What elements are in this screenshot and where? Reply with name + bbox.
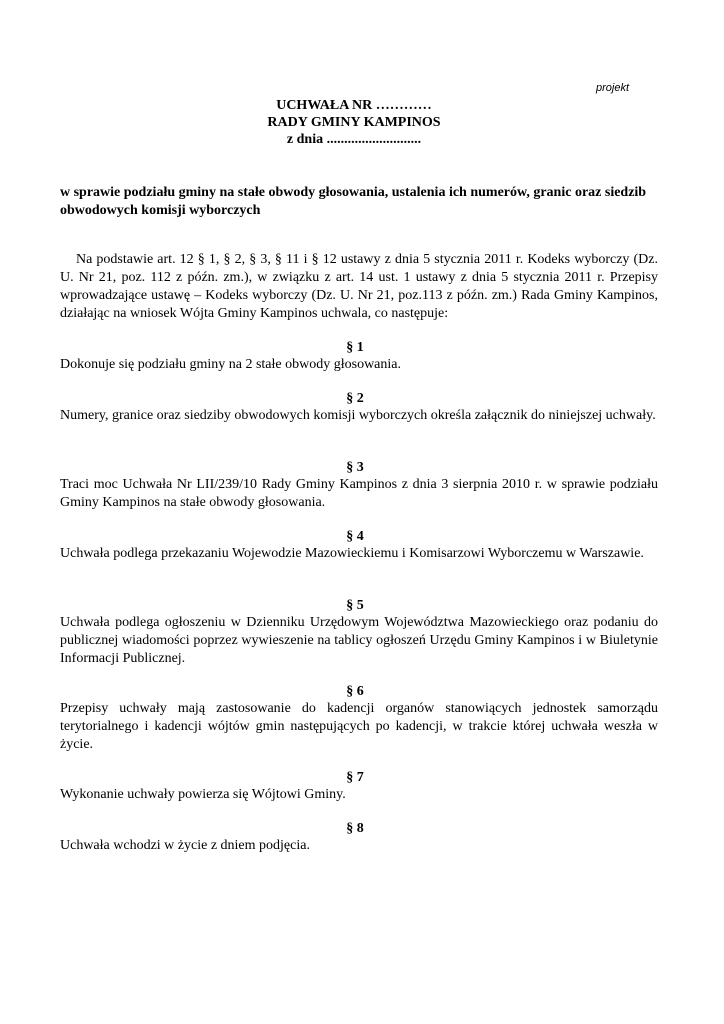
section-5-text: Uchwała podlega ogłoszeniu w Dzienniku Urzędowym Województwa Mazowieckiego oraz podaniu do publicznej wiadomości poprzez wywieszenie na tablicy ogłoszeń Urzędu Gminy Kampinos i w Biuletynie Informacji Publicznej.: [60, 615, 658, 666]
section-3-text: Traci moc Uchwała Nr LII/239/10 Rady Gminy Kampinos z dnia 3 sierpnia 2010 r. w sprawie podziału Gminy Kampinos na stałe obwody głosowania.: [60, 477, 658, 510]
section-1-heading: § 1: [346, 340, 364, 355]
draft-label: projekt: [596, 82, 630, 94]
section-7-heading: § 7: [346, 770, 364, 785]
section-2-text: Numery, granice oraz siedziby obwodowych komisji wyborczych określa załącznik do niniejszej uchwały.: [60, 408, 656, 423]
resolution-subject: w sprawie podziału gminy na stałe obwody głosowania, ustalenia ich numerów, granic oraz siedzib obwodowych komisji wyborczych: [60, 185, 647, 218]
section-6-text: Przepisy uchwały mają zastosowanie do kadencji organów stanowiących jednostek samorządu terytorialnego i kadencji wójtów gmin następujących po kadencji, w trakcie której uchwała weszła w życie.: [60, 701, 658, 752]
section-4-text: Uchwała podlega przekazaniu Wojewodzie Mazowieckiemu i Komisarzowi Wyborczemu w Warszawie.: [60, 546, 644, 561]
section-8-text: Uchwała wchodzi w życie z dniem podjęcia.: [60, 838, 310, 853]
section-2-heading: § 2: [346, 391, 364, 406]
resolution-number: UCHWAŁA NR …………: [276, 98, 432, 113]
section-7-text: Wykonanie uchwały powierza się Wójtowi Gminy.: [60, 787, 346, 802]
section-1-text: Dokonuje się podziału gminy na 2 stałe obwody głosowania.: [60, 357, 401, 372]
preamble: Na podstawie art. 12 § 1, § 2, § 3, § 11 i § 12 ustawy z dnia 5 stycznia 2011 r. Kodeks wyborczy (Dz. U. Nr 21, poz. 112 z późn. zm.), w związku z art. 14 ust. 1 ustawy z dnia 5 stycznia 2011 r. Przepisy wprowadzające ustawę – Kodeks wyborczy (Dz. U. Nr 21, poz.113 z późn. zm.) Rada Gminy Kampinos, działając na wniosek Wójta Gminy Kampinos uchwala, co następuje:: [60, 252, 658, 321]
section-8-heading: § 8: [346, 821, 364, 836]
section-6-heading: § 6: [346, 684, 364, 699]
resolution-date: z dnia ...........................: [286, 132, 422, 147]
section-3-heading: § 3: [346, 460, 364, 475]
section-5-heading: § 5: [346, 598, 364, 613]
section-4-heading: § 4: [346, 529, 364, 544]
council-name: RADY GMINY KAMPINOS: [267, 115, 441, 130]
